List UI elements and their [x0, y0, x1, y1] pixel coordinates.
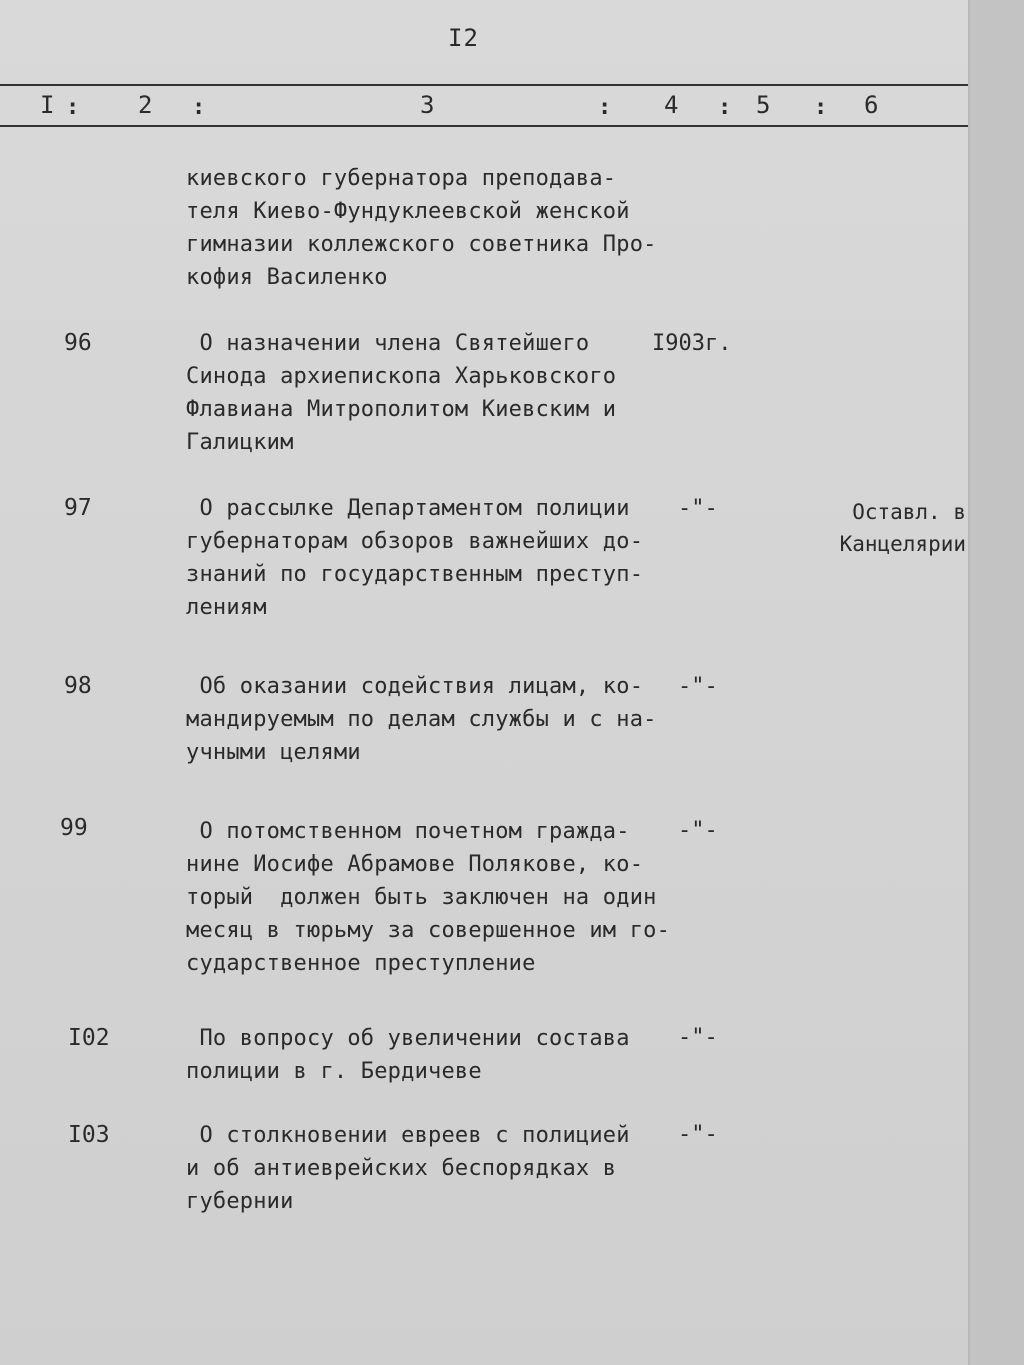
page-number: I2: [448, 24, 479, 52]
column-separator: :: [66, 95, 80, 120]
adjacent-page-edge: [970, 0, 1024, 1365]
entry-number: I02: [68, 1025, 110, 1051]
header-rule-bottom: [0, 125, 968, 127]
entry-date: I903г.: [652, 331, 732, 356]
entry-note: Оставл. в Канцелярии: [839, 500, 966, 556]
column-header-1: I: [40, 91, 55, 119]
entry-date: -"-: [678, 1122, 718, 1147]
entry-date: -"-: [678, 1025, 718, 1050]
entry-number: 99: [60, 815, 88, 841]
entry-number: 98: [64, 673, 92, 699]
header-rule-top: [0, 84, 968, 86]
column-header-2: 2: [138, 91, 153, 119]
column-separator: :: [192, 95, 206, 120]
column-header-5: 5: [756, 91, 771, 119]
column-separator: :: [598, 95, 612, 120]
entry-date: -"-: [678, 674, 718, 699]
column-header-3: 3: [420, 91, 435, 119]
entry-title: Об оказании содействия лицам, ко- мандируемым по делам службы и с на- учными целями: [186, 674, 657, 765]
entry-title: О назначении члена Святейшего Синода архиепископа Харьковского Флавиана Митрополитом Киевским и Галицким: [186, 331, 617, 455]
continuation-entry-title: киевского губернатора преподава- теля Киево-Фундуклеевской женской гимназии коллежского советника Про- кофия Василенко: [186, 166, 657, 290]
column-header-4: 4: [664, 91, 679, 119]
entry-number: I03: [68, 1122, 110, 1148]
entry-title: О потомственном почетном гражда- нине Иосифе Абрамове Полякове, ко- торый должен быть заключен на один месяц в тюрьму за совершенное им го- сударственное преступление: [186, 819, 671, 976]
column-separator: :: [814, 95, 828, 120]
entry-number: 97: [64, 495, 92, 521]
entry-title: О столкновении евреев с полицией и об антиеврейских беспорядках в губернии: [186, 1123, 630, 1214]
entry-title: По вопросу об увеличении состава полиции в г. Бердичеве: [186, 1026, 630, 1084]
column-header-6: 6: [864, 91, 879, 119]
entry-number: 96: [64, 330, 92, 356]
entry-date: -"-: [678, 818, 718, 843]
column-separator: :: [718, 95, 732, 120]
entry-title: О рассылке Департаментом полиции губернаторам обзоров важнейших до- знаний по государственным преступ- лениям: [186, 496, 644, 620]
entry-date: -"-: [678, 496, 718, 521]
